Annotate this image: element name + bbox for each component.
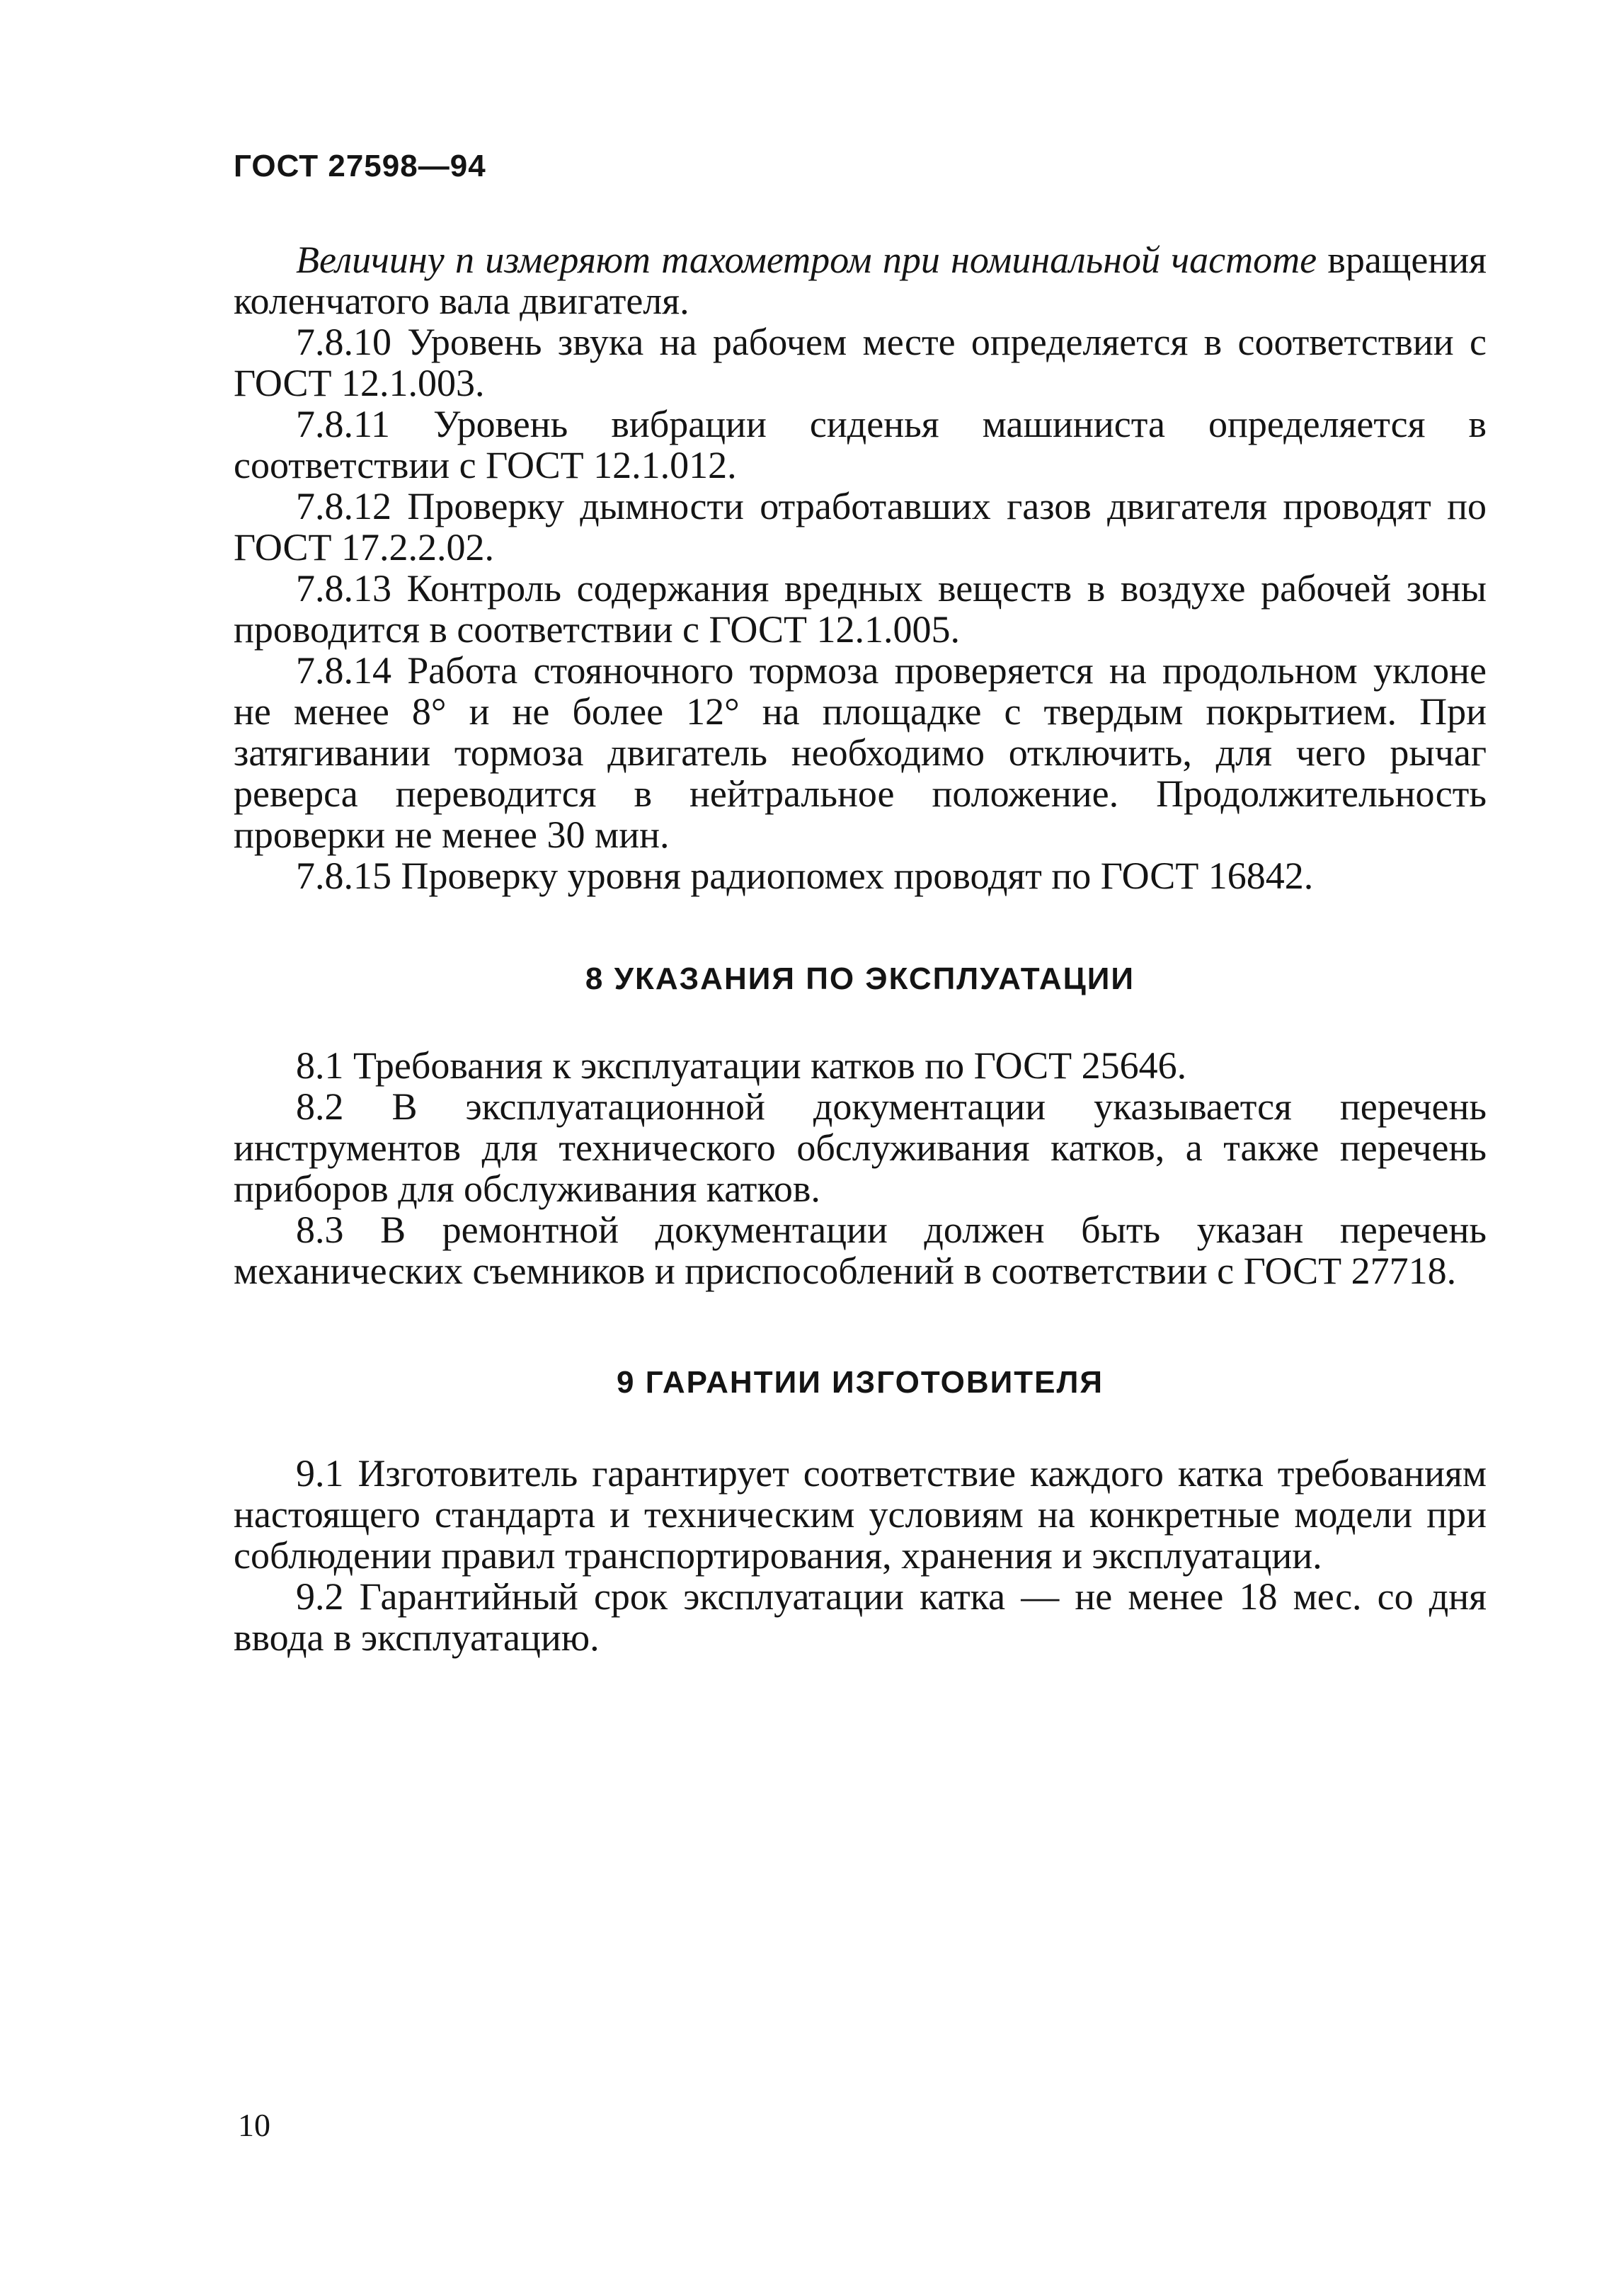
paragraph-7-8-10: 7.8.10 Уровень звука на рабочем месте определяется в соответствии с ГОСТ 12.1.003. xyxy=(234,321,1487,404)
paragraph-8-3: 8.3 В ремонтной документации должен быть указан перечень механических съемников и приспособлений в соответствии с ГОСТ 27718. xyxy=(234,1209,1487,1292)
paragraph-9-1: 9.1 Изготовитель гарантирует соответствие каждого катка требованиям настоящего стандарта и техническим условиям на конкретные модели при соблюдении правил транспортирования, хранения и эксплуатации. xyxy=(234,1452,1487,1577)
section-9-heading: 9 ГАРАНТИИ ИЗГОТОВИТЕЛЯ xyxy=(617,1365,1104,1400)
paragraph-lead: Величину n измеряют тахометром при номинальной частоте xyxy=(296,239,1317,281)
paragraph-7-8-12: 7.8.12 Проверку дымности отработавших газов двигателя проводят по ГОСТ 17.2.2.02. xyxy=(234,485,1487,569)
paragraph-8-2: 8.2 В эксплуатационной документации указывается перечень инструментов для технического обслуживания катков, а также перечень приборов для обслуживания катков. xyxy=(234,1085,1487,1210)
running-head: ГОСТ 27598—94 xyxy=(234,149,486,183)
paragraph-7-8-14: 7.8.14 Работа стояночного тормоза проверяется на продольном уклоне не менее 8° и не более 12° на площадке с твердым покрытием. При затягивании тормоза двигатель необходимо отключить, для чего рычаг реверса переводится в нейтральное положение. Продолжительность проверки не менее 30 мин. xyxy=(234,649,1487,856)
section-8-heading: 8 УКАЗАНИЯ ПО ЭКСПЛУАТАЦИИ xyxy=(585,961,1135,996)
paragraph-7-8-11: 7.8.11 Уровень вибрации сиденья машиниста определяется в соответствии с ГОСТ 12.1.012. xyxy=(234,403,1487,486)
body-text xyxy=(234,239,1487,1658)
paragraph-7-8-15: 7.8.15 Проверку уровня радиопомех проводят по ГОСТ 16842. xyxy=(296,855,1314,897)
page-number: 10 xyxy=(238,2107,270,2143)
paragraph-7-8-9-continuation xyxy=(234,239,1487,321)
paragraph-9-2: 9.2 Гарантийный срок эксплуатации катка — не менее 18 мес. со дня ввода в эксплуатацию. xyxy=(234,1575,1487,1659)
paragraph-8-1: 8.1 Требования к эксплуатации катков по ГОСТ 25646. xyxy=(296,1044,1187,1087)
paragraph-text: вращения коленчатого вала двигателя. xyxy=(234,239,1487,322)
paragraph-7-8-13: 7.8.13 Контроль содержания вредных веществ в воздухе рабочей зоны проводится в соответствии с ГОСТ 12.1.005. xyxy=(234,567,1487,651)
